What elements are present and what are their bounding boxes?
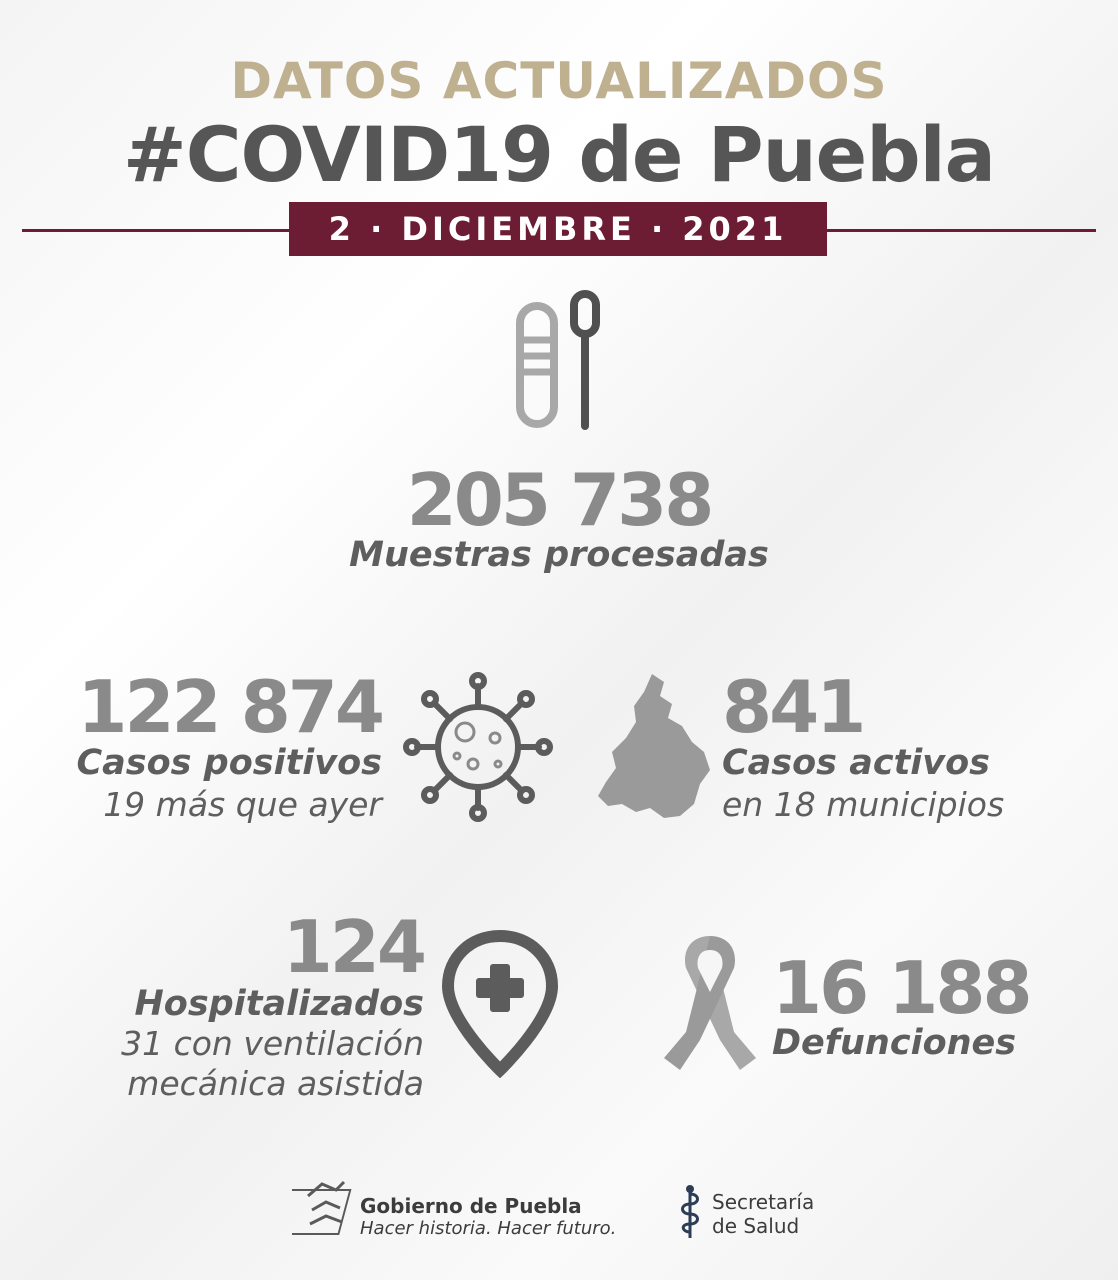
hospitalized-sub-1: 31 con ventilación [121, 1024, 424, 1063]
active-value: 841 [722, 665, 864, 749]
deaths-value: 16 188 [772, 946, 1030, 1030]
samples-label: Muestras procesadas [349, 535, 769, 575]
gobierno-puebla-logo-icon [292, 1176, 358, 1238]
active-sub: en 18 municipios [722, 785, 1005, 824]
hospitalized-label: Hospitalizados [134, 984, 424, 1024]
positives-sub: 19 más que ayer [103, 785, 382, 824]
hospitalized-value: 124 [282, 905, 424, 989]
active-label: Casos activos [722, 743, 990, 783]
page-title: #COVID19 de Puebla [123, 110, 995, 199]
divider-left [22, 229, 290, 232]
samples-value: 205 738 [406, 458, 712, 542]
health-line-1: Secretaría [712, 1190, 815, 1214]
gov-name: Gobierno de Puebla [360, 1194, 582, 1218]
health-caduceus-icon [676, 1184, 704, 1240]
hospitalized-sub-2: mecánica asistida [127, 1064, 424, 1103]
date-banner: 2 · DICIEMBRE · 2021 [289, 202, 827, 256]
gov-slogan: Hacer historia. Hacer futuro. [360, 1218, 617, 1239]
kicker-title: DATOS ACTUALIZADOS [230, 52, 888, 110]
health-line-2: de Salud [712, 1214, 800, 1238]
ribbon-icon [660, 928, 760, 1078]
hospital-pin-icon [440, 928, 560, 1078]
positives-value: 122 874 [77, 665, 382, 749]
deaths-label: Defunciones [772, 1023, 1017, 1063]
positives-label: Casos positivos [76, 743, 382, 783]
divider-right [826, 229, 1096, 232]
puebla-map-icon [596, 672, 712, 822]
test-tube-swab-icon [510, 290, 610, 430]
virus-icon [403, 672, 553, 822]
